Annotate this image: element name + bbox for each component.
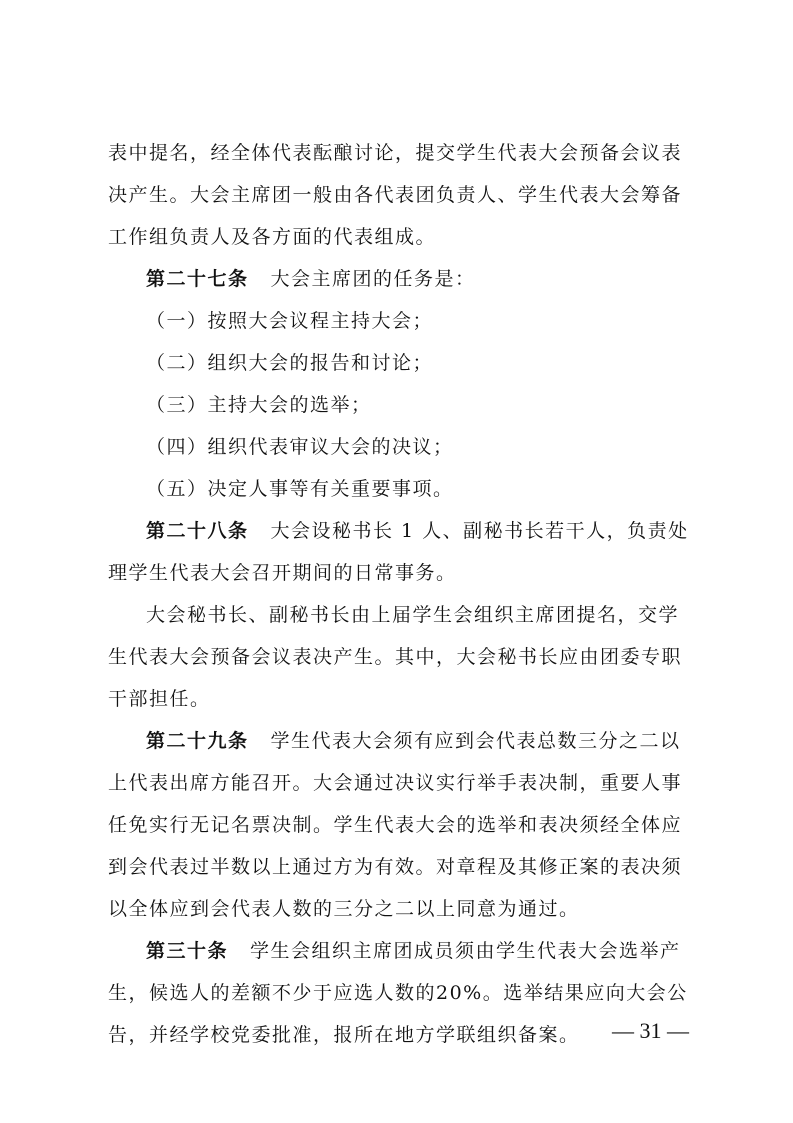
article-number: 第二十九条 bbox=[146, 730, 249, 752]
text-line: 理学生代表大会召开期间的日常事务。 bbox=[108, 562, 457, 584]
text-line: 上代表出席方能召开。大会通过决议实行举手表决制，重要人事 bbox=[108, 772, 683, 794]
article-heading-line: 第二十七条 大会主席团的任务是： bbox=[146, 268, 476, 290]
article-heading-line: 第二十八条 大会设秘书长 1 人、副秘书长若干人，负责处 bbox=[146, 520, 689, 542]
article-number: 第二十八条 bbox=[146, 520, 249, 542]
list-item: （三）主持大会的选举； bbox=[146, 394, 372, 416]
article-heading-line: 第三十条 学生会组织主席团成员须由学生代表大会选举产 bbox=[146, 940, 681, 962]
body-text bbox=[108, 132, 694, 1056]
text-line: 表中提名，经全体代表酝酿讨论，提交学生代表大会预备会议表 bbox=[108, 142, 683, 164]
text-line: 大会秘书长、副秘书长由上届学生会组织主席团提名，交学 bbox=[146, 604, 680, 626]
text-line: 以全体应到会代表人数的三分之二以上同意为通过。 bbox=[108, 898, 580, 920]
text-line: 任免实行无记名票决制。学生代表大会的选举和表决须经全体应 bbox=[108, 814, 683, 836]
article-heading-line: 第二十九条 学生代表大会须有应到会代表总数三分之二以 bbox=[146, 730, 681, 752]
text-line: 生代表大会预备会议表决产生。其中，大会秘书长应由团委专职 bbox=[108, 646, 683, 668]
text-line: 工作组负责人及各方面的代表组成。 bbox=[108, 226, 437, 248]
article-number: 第二十七条 bbox=[146, 268, 249, 290]
list-item: （五）决定人事等有关重要事项。 bbox=[146, 478, 454, 500]
page-number: — 31 — bbox=[612, 1018, 689, 1043]
text-line: 生，候选人的差额不少于应选人数的20%。选举结果应向大会公 bbox=[108, 982, 688, 1004]
text-line: 告，并经学校党委批准，报所在地方学联组织备案。 bbox=[108, 1024, 580, 1046]
text-line: 干部担任。 bbox=[108, 688, 211, 710]
list-item: （四）组织代表审议大会的决议； bbox=[146, 436, 454, 458]
article-number: 第三十条 bbox=[146, 940, 229, 962]
text-line: 决产生。大会主席团一般由各代表团负责人、学生代表大会筹备 bbox=[108, 184, 683, 206]
list-item: （二）组织大会的报告和讨论； bbox=[146, 352, 434, 374]
list-item: （一）按照大会议程主持大会； bbox=[146, 310, 434, 332]
text-line: 到会代表过半数以上通过方为有效。对章程及其修正案的表决须 bbox=[108, 856, 683, 878]
